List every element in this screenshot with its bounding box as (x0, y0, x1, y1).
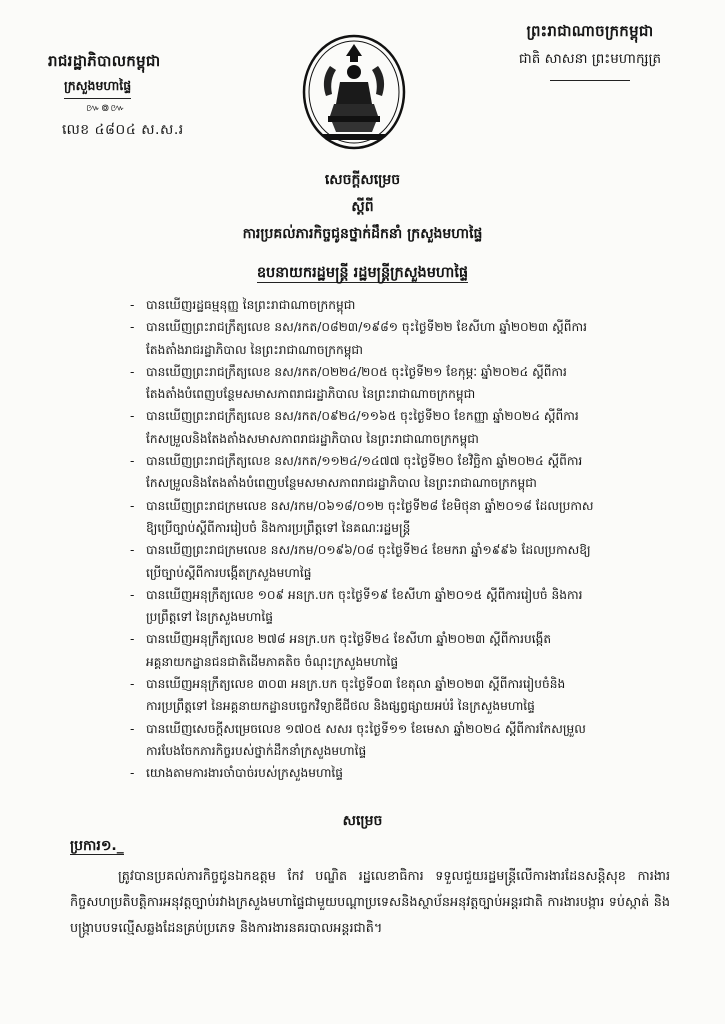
reference-item-cont: ប្រើច្បាប់ស្ដីពីការបង្កើតក្រសួងមហាផ្ទៃ (146, 565, 312, 580)
header-left (48, 52, 238, 141)
reference-item: - បានឃើញសេចក្ដីសម្រេចលេខ ១៧០៥ សសរ ចុះថ្ងៃទី១១ ខែមេសា ឆ្នាំ២០២៤ ស្ដីពីការកែសម្រួល (130, 718, 690, 740)
reference-item-cont: ឱ្យប្រើច្បាប់ស្ដីពីការរៀបចំ និងការប្រព្រឹត្តទៅ នៃគណៈរដ្ឋមន្ត្រី (146, 520, 411, 535)
reference-item-cont: កែសម្រួលនិងតែងតាំងសមាសភាពរាជរដ្ឋាភិបាល នៃព្រះរាជាណាចក្រកម្ពុជា (146, 431, 479, 446)
document-type: សេចក្ដីសម្រេច (324, 172, 401, 188)
reference-item-cont: តែងតាំងបំពេញបន្ថែមសមាសភាពរាជរដ្ឋាភិបាល នៃព្រះរាជាណាចក្រកម្ពុជា (146, 387, 476, 402)
reference-item: - យោងតាមការងារចាំបាច់របស់ក្រសួងមហាផ្ទៃ (130, 762, 690, 784)
reference-item-cont: តែងតាំងរាជរដ្ឋាភិបាល នៃព្រះរាជាណាចក្រកម្ពុជា (146, 342, 364, 357)
article-label (70, 836, 124, 857)
legal-references (130, 294, 690, 785)
reference-item: - បានឃើញអនុក្រឹត្យលេខ ១០៩ អនក្រ.បក ចុះថ្ងៃទី១៩ ខែសីហា ឆ្នាំ២០១៥ ស្ដីពីការរៀបចំ និងការ (130, 584, 690, 606)
article-label-text: ប្រការ១._ (70, 838, 124, 854)
reference-item: - បានឃើញរដ្ឋធម្មនុញ្ញ នៃព្រះរាជាណាចក្រកម្ពុជា (130, 294, 690, 316)
reference-item-cont: អគ្គនាយកដ្ឋានជនជាតិដើមភាគតិច ចំណុះក្រសួងមហាផ្ទៃ (146, 654, 399, 669)
document-title (0, 170, 725, 245)
reference-number: លេខ ៤៨០៤ ស.ស.រ (62, 122, 184, 138)
reference-item: - បានឃើញព្រះរាជក្រមលេខ នស/រកម/០១៩៦/០៨ ចុះថ្ងៃទី២៤ ខែមករា ឆ្នាំ១៩៩៦ ដែលប្រកាសឱ្យ (130, 539, 690, 561)
header-right (475, 22, 705, 81)
article-body: ត្រូវបានប្រគល់ភារកិច្ចជូនឯកឧត្ដម កែវ បណ្ឌិត រដ្ឋលេខាធិការ ទទួលជួយរដ្ឋមន្ត្រីលើការងារដែនសន្តិសុខ ការងារកិច្ចសហប្រតិបត្តិការអនុវត្តច្បាប់រវាងក្រសួងមហាផ្ទៃជាមួយបណ្ដាប្រទេសនិងស្ថាប័នអនុវត្តច្បាប់អន្តរជាតិ ការងារបង្ការ ទប់ស្កាត់ និងបង្ក្រាបបទល្មើសឆ្លងដែនគ្រប់ប្រភេទ និងការងារនគរបាលអន្តរជាតិ។ (70, 869, 670, 936)
reference-item-cont: កែសម្រួលនិងតែងតាំងបំពេញបន្ថែមសមាសភាពរាជរដ្ឋាភិបាល នៃព្រះរាជាណាចក្រកម្ពុជា (146, 476, 537, 491)
title-about: ស្ដីពី (351, 199, 374, 215)
reference-item: - បានឃើញអនុក្រឹត្យលេខ ២៧៨ អនក្រ.បក ចុះថ្ងៃទី២៤ ខែសីហា ឆ្នាំ២០២៣ ស្ដីពីការបង្កើត (130, 628, 690, 650)
reference-item: - បានឃើញអនុក្រឹត្យលេខ ៣០៣ អនក្រ.បក ចុះថ្ងៃទី០៣ ខែតុលា ឆ្នាំ២០២៣ ស្ដីពីការរៀបចំនិង (130, 673, 690, 695)
national-motto: ជាតិ សាសនា ព្រះមហាក្សត្រ (518, 51, 662, 67)
ministry-name: ក្រសួងមហាផ្ទៃ (64, 78, 131, 99)
official-title (0, 262, 725, 285)
reference-item: - បានឃើញព្រះរាជក្រមលេខ នស/រកម/០៦១៨/០១២ ចុះថ្ងៃទី២៨ ខែមិថុនា ឆ្នាំ២០១៨ ដែលប្រកាស (130, 495, 690, 517)
document-subject: ការប្រគល់ភារកិច្ចជូនថ្នាក់ដឹកនាំ ក្រសួងមហាផ្ទៃ (242, 226, 483, 242)
government-name: រាជរដ្ឋាភិបាលកម្ពុជា (48, 52, 161, 70)
reference-item: - បានឃើញព្រះរាជក្រឹត្យលេខ នស/រកត/១១២៤/១៤៧៧ ចុះថ្ងៃទី២០ ខែវិច្ឆិកា ឆ្នាំ២០២៤ ស្ដីពីការ (130, 450, 690, 472)
motto-divider (550, 80, 630, 81)
reference-item: - បានឃើញព្រះរាជក្រឹត្យលេខ នស/រកត/០៨២៣/១៩៨១ ចុះថ្ងៃទី២២ ខែសីហា ឆ្នាំ២០២៣ ស្ដីពីការ (130, 316, 690, 338)
reference-item: - បានឃើញព្រះរាជក្រឹត្យលេខ នស/រកត/០២២៤/២០៥ ចុះថ្ងៃទី២១ ខែកុម្ភៈ ឆ្នាំ២០២៤ ស្ដីពីការ (130, 361, 690, 383)
reference-item-cont: ការប្រព្រឹត្តទៅ នៃអគ្គនាយកដ្ឋានបច្ចេកវិទ្យាឌីជីថល និងផ្សព្វផ្សាយអប់រំ នៃក្រសួងមហាផ្ទៃ (146, 699, 535, 714)
royal-emblem-icon (300, 32, 408, 150)
kingdom-name: ព្រះរាជាណាចក្រកម្ពុជា (526, 22, 654, 40)
official-title-text: ឧបនាយករដ្ឋមន្ត្រី រដ្ឋមន្ត្រីក្រសួងមហាផ្ទៃ (256, 265, 469, 281)
reference-item: - បានឃើញព្រះរាជក្រឹត្យលេខ នស/រកត/០៩២៤/១១៦៥ ចុះថ្ងៃទី២០ ខែកញ្ញា ឆ្នាំ២០២៤ ស្ដីពីការ (130, 405, 690, 427)
decision-heading: សម្រេច (342, 813, 383, 829)
ornament-divider: ៚៙៚ (86, 103, 126, 114)
reference-item-cont: ប្រព្រឹត្តទៅ នៃក្រសួងមហាផ្ទៃ (146, 610, 273, 625)
reference-item-cont: ការបែងចែកភារកិច្ចរបស់ថ្នាក់ដឹកនាំក្រសួងមហាផ្ទៃ (146, 743, 367, 758)
